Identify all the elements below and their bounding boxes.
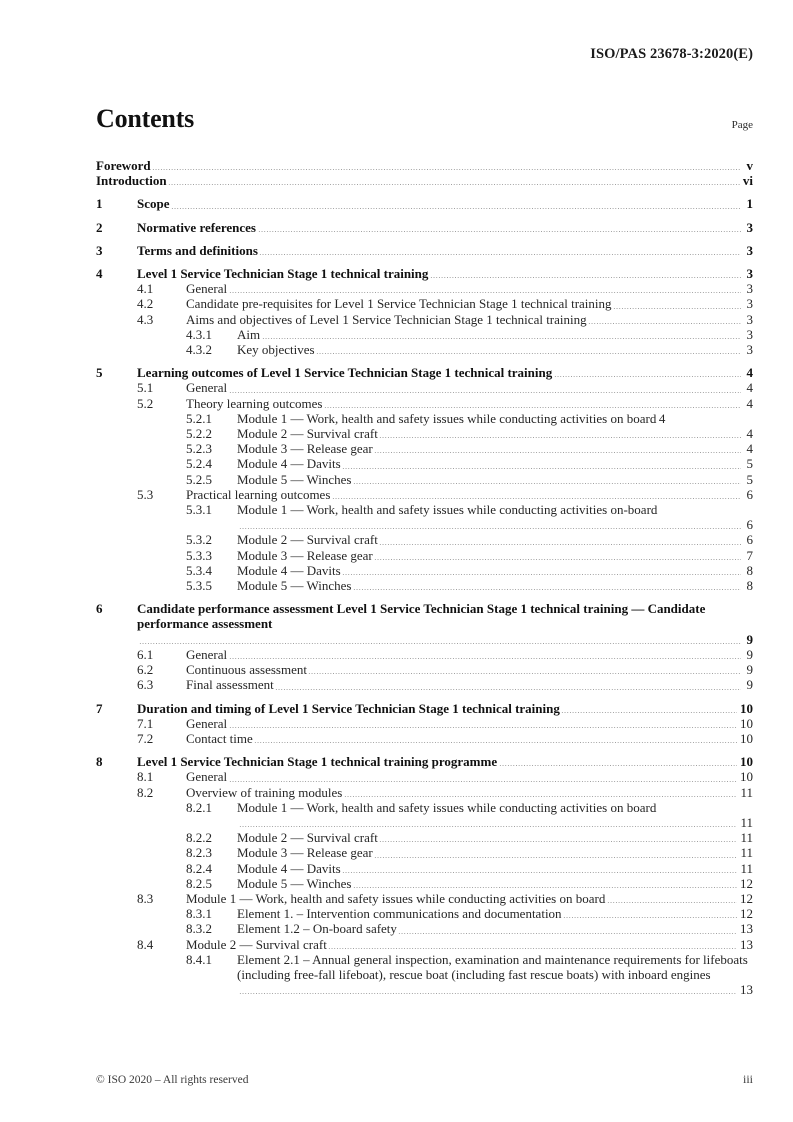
toc-entry-title-cell [96,158,753,173]
toc-entry-title-cell [186,731,753,746]
toc-entry-title-cell [237,800,753,830]
toc-entry-title-cell [137,220,753,235]
toc-entry-number: 8.2.3 [186,845,212,861]
toc-entry-page-number: 8 [746,562,753,578]
toc-entry[interactable] [96,173,753,188]
toc-leader-dots [316,353,741,354]
toc-entry-number: 8.3.1 [186,906,212,922]
toc-entry-title: Normative references [137,219,256,235]
toc-entry-number: 5.3.2 [186,532,212,548]
toc-entry-page-number: 5 [746,471,753,487]
toc-entry-page-number: 6 [746,486,753,502]
toc-entry-page-number: 10 [740,730,753,746]
toc-leader-dots [239,826,738,827]
toc-entry-title-cell [237,548,753,563]
toc-entry-title-cell [186,281,753,296]
toc-entry-number: 5.2.1 [186,410,212,426]
toc-leader-dots [168,184,740,185]
toc-entry[interactable] [96,243,753,258]
toc-entry-page-number: 11 [740,860,753,876]
toc-entry-page-number: 12 [740,875,753,891]
toc-entry-title-cell [186,647,753,662]
toc-entry[interactable] [96,861,753,876]
copyright-notice: © ISO 2020 – All rights reserved [96,1074,249,1086]
document-reference-header: ISO/PAS 23678-3:2020(E) [590,46,753,62]
toc-entry-number: 8.3.2 [186,921,212,937]
toc-entry-title-cell [186,677,753,692]
toc-entry-page-number: 4 [658,410,666,426]
toc-entry-number: 8.4.1 [186,951,212,967]
toc-entry-title: Module 2 — Survival craft [237,532,378,548]
toc-entry-page-number: 6 [746,532,753,548]
toc-entry-page-number: 9 [746,646,753,662]
toc-entry-title-cell [237,441,753,456]
toc-leader-dots [344,796,738,797]
toc-entry[interactable] [96,845,753,860]
toc-entry-title-cell [186,296,753,311]
toc-entry-page-number: 11 [740,784,753,800]
toc-entry-title: Learning outcomes of Level 1 Service Technician Stage 1 technical training [137,365,553,381]
toc-entry-number: 7 [96,700,103,716]
toc-entry-page-number: 12 [740,906,753,922]
toc-entry[interactable] [96,411,753,426]
toc-entry-page-number: 13 [740,921,753,937]
toc-entry-title: Module 3 — Release gear [237,845,373,861]
toc-entry-number: 5.3.3 [186,547,212,563]
toc-entry-number: 5.3 [137,486,154,502]
toc-entry-title: Module 1 — Work, health and safety issues while conducting activities on-board [237,502,658,518]
toc-entry-title-cell [237,906,753,921]
toc-leader-dots [324,407,741,408]
toc-entry-page-number: 3 [746,296,753,312]
toc-entry-title-cell [137,701,753,716]
toc-entry-number: 3 [96,242,103,258]
toc-leader-dots [353,887,737,888]
toc-leader-dots [554,376,741,377]
toc-entry-title: General [186,281,228,297]
toc-leader-dots [398,933,737,934]
toc-entry-title: Introduction [96,173,167,189]
toc-leader-dots [254,742,737,743]
page-column-label: Page [731,119,753,131]
toc-entry-title-cell [186,769,753,784]
toc-entry-number: 4.2 [137,296,154,312]
toc-entry[interactable] [96,952,753,998]
toc-entry-number: 5.2.4 [186,456,212,472]
toc-entry-page-number: 3 [746,342,753,358]
toc-entry-title-cell [237,456,753,471]
toc-entry[interactable] [96,921,753,936]
toc-entry-number: 6.1 [137,646,154,662]
page-title: Contents [96,104,195,133]
toc-entry[interactable] [96,220,753,235]
toc-entry-title: Module 2 — Survival craft [186,936,327,952]
toc-entry[interactable] [96,891,753,906]
toc-entry-number: 2 [96,219,103,235]
toc-entry[interactable] [96,937,753,952]
toc-entry[interactable] [96,327,753,342]
toc-entry-title: Final assessment [186,677,274,693]
footer-page-number: iii [742,1072,753,1086]
toc-entry-number: 8.2.2 [186,830,212,846]
toc-entry-title-cell [237,830,753,845]
toc-leader-dots [430,277,741,278]
toc-entry-title: Level 1 Service Technician Stage 1 technical training programme [137,754,498,770]
toc-entry-title: Element 1.2 – On-board safety [237,921,397,937]
toc-entry-title: Aims and objectives of Level 1 Service Technician Stage 1 technical training [186,311,587,327]
toc-leader-dots [499,765,737,766]
toc-entry-title-cell [137,266,753,281]
toc-entry-page-number: 3 [746,266,753,282]
toc-entry[interactable] [96,312,753,327]
toc-leader-dots [275,689,741,690]
toc-entry-number: 8.2.4 [186,860,212,876]
toc-entry-title: General [186,715,228,731]
toc-entry-title: Module 1 — Work, health and safety issues while conducting activities on board [186,890,606,906]
toc-entry[interactable] [96,502,753,532]
toc-leader-dots [239,993,738,994]
toc-entry[interactable] [96,532,753,547]
toc-entry-page-number: 13 [740,982,753,998]
toc-leader-dots [379,544,741,545]
toc-entry-page-number: 3 [746,242,753,258]
toc-entry-title: Module 5 — Winches [237,875,352,891]
toc-entry-title-cell [137,601,753,647]
toc-entry-title: Aim [237,326,261,342]
toc-leader-dots [353,589,741,590]
toc-entry-page-number: 7 [746,547,753,563]
toc-entry[interactable] [96,578,753,593]
toc-entry-number: 1 [96,196,103,212]
toc-entry-title-cell [237,876,753,891]
toc-entry-page-number: 3 [746,326,753,342]
toc-entry[interactable] [96,296,753,311]
toc-entry-title-cell [186,396,753,411]
toc-entry-title: Module 5 — Winches [237,578,352,594]
toc-entry-number: 8.2 [137,784,154,800]
toc-entry-number: 8.2.1 [186,799,212,815]
toc-entry[interactable] [96,830,753,845]
toc-entry-number: 4.1 [137,281,154,297]
toc-entry-title-cell [137,754,753,769]
toc-entry-title: Module 4 — Davits [237,562,341,578]
toc-entry-page-number: 9 [746,631,753,647]
toc-entry-page-number: v [746,158,753,173]
toc-leader-dots [613,308,741,309]
toc-entry-title: Theory learning outcomes [186,395,323,411]
toc-entry-title-cell [186,937,753,952]
toc-entry-number: 8 [96,754,103,770]
toc-leader-dots [342,574,741,575]
toc-leader-dots [561,712,737,713]
toc-leader-dots [308,673,741,674]
toc-entry-title-cell [237,578,753,593]
toc-entry[interactable] [96,158,753,173]
toc-entry[interactable] [96,426,753,441]
toc-entry-number: 6.2 [137,662,154,678]
toc-entry[interactable] [96,731,753,746]
toc-entry-number: 5 [96,365,103,381]
toc-entry-page-number: 11 [740,814,753,830]
toc-entry[interactable] [96,677,753,692]
toc-leader-dots [229,392,741,393]
toc-entry-page-number: 8 [746,578,753,594]
toc-entry-page-number: 3 [746,219,753,235]
toc-entry-title-cell [186,380,753,395]
toc-entry-title: Module 2 — Survival craft [237,830,378,846]
toc-entry-number: 4 [96,266,103,282]
toc-entry[interactable] [96,647,753,662]
toc-entry-page-number: 3 [746,311,753,327]
toc-entry-page-number: 6 [746,517,753,533]
toc-leader-dots [152,169,741,170]
toc-entry-title-cell [237,845,753,860]
toc-entry[interactable] [96,906,753,921]
toc-entry-page-number: 4 [746,426,753,442]
toc-leader-dots [239,528,742,529]
toc-leader-dots [139,643,742,644]
toc-entry-title: Level 1 Service Technician Stage 1 technical training [137,266,429,282]
toc-entry[interactable] [96,662,753,677]
toc-entry-title-cell [237,921,753,936]
toc-entry-number: 5.2.5 [186,471,212,487]
toc-entry-title: Candidate performance assessment Level 1 Service Technician Stage 1 technical training — Candidate performance assessment [137,601,706,632]
toc-entry-title: Module 4 — Davits [237,860,341,876]
toc-entry-title-cell [237,502,753,532]
toc-entry-title-cell [237,411,753,426]
toc-entry-page-number: 10 [740,769,753,785]
toc-entry[interactable] [96,472,753,487]
toc-entry-title-cell [237,327,753,342]
toc-entry[interactable] [96,441,753,456]
toc-leader-dots [229,292,741,293]
toc-entry-number: 7.2 [137,730,154,746]
toc-entry-page-number: 9 [746,677,753,693]
toc-entry-number: 6.3 [137,677,154,693]
toc-entry-page-number: vi [742,173,753,189]
toc-entry[interactable] [96,800,753,830]
toc-entry-title-cell [237,342,753,357]
toc-leader-dots [588,323,741,324]
toc-entry-number: 8.3 [137,890,154,906]
toc-entry-number: 8.1 [137,769,154,785]
toc-leader-dots [259,254,741,255]
toc-entry-number: 5.3.1 [186,502,212,518]
toc-entry[interactable] [96,785,753,800]
toc-entry-page-number: 10 [740,700,753,716]
toc-entry-number: 4.3.2 [186,342,212,358]
toc-entry-title-cell [186,487,753,502]
toc-entry-title: Module 1 — Work, health and safety issues while conducting activities on board [237,799,657,815]
toc-entry-title-cell [237,952,753,998]
toc-entry[interactable] [96,701,753,716]
toc-entry[interactable] [96,754,753,769]
toc-entry-page-number: 3 [746,281,753,297]
toc-entry-title: Element 2.1 – Annual general inspection, examination and maintenance requirements for lifeboats (including free-fall lifeboat), rescue boat (including fast rescue boats) with inboard engines [237,951,748,982]
toc-leader-dots [171,208,741,209]
toc-leader-dots [374,452,741,453]
toc-entry-number: 5.3.4 [186,562,212,578]
toc-entry-title: Foreword [96,158,151,173]
toc-entry-title-cell [186,716,753,731]
toc-leader-dots [328,948,737,949]
toc-entry-title: Module 3 — Release gear [237,441,373,457]
toc-entry-number: 5.2 [137,395,154,411]
toc-leader-dots [374,559,741,560]
toc-entry-title: Practical learning outcomes [186,486,331,502]
toc-entry[interactable] [96,396,753,411]
toc-entry[interactable] [96,365,753,380]
toc-entry-title: Module 3 — Release gear [237,547,373,563]
toc-entry-title: Module 5 — Winches [237,471,352,487]
toc-leader-dots [229,658,741,659]
toc-entry-title: Duration and timing of Level 1 Service Technician Stage 1 technical training [137,700,560,716]
toc-entry-page-number: 4 [746,365,753,381]
toc-leader-dots [229,727,737,728]
toc-entry-title-cell [186,891,753,906]
toc-entry-number: 5.2.3 [186,441,212,457]
toc-entry-title-cell [237,472,753,487]
toc-entry[interactable] [96,281,753,296]
toc-leader-dots [353,483,741,484]
toc-entry[interactable] [96,266,753,281]
toc-entry-title: Key objectives [237,342,315,358]
toc-entry-title: Module 2 — Survival craft [237,426,378,442]
toc-entry-title-cell [237,861,753,876]
document-footer [96,1072,753,1087]
toc-entry-page-number: 12 [740,890,753,906]
toc-entry-title: Contact time [186,730,253,746]
toc-entry-page-number: 4 [746,395,753,411]
toc-entry-page-number: 13 [740,936,753,952]
toc-entry-title: General [186,769,228,785]
toc-entry-title-cell [237,426,753,441]
toc-entry[interactable] [96,769,753,784]
toc-entry-number: 5.1 [137,380,154,396]
toc-leader-dots [262,338,741,339]
toc-leader-dots [379,841,737,842]
toc-entry-page-number: 5 [746,456,753,472]
toc-entry-page-number: 10 [740,754,753,770]
toc-entry[interactable] [96,196,753,211]
toc-leader-dots [229,781,737,782]
toc-leader-dots [342,468,741,469]
toc-entry-title-cell [186,785,753,800]
toc-entry-number: 6 [96,601,103,617]
toc-entry-title: General [186,646,228,662]
toc-entry[interactable] [96,380,753,395]
toc-entry[interactable] [96,548,753,563]
toc-entry-title-cell [237,563,753,578]
toc-leader-dots [342,872,737,873]
contents-title-row [96,104,753,138]
toc-entry-page-number: 4 [746,441,753,457]
toc-leader-dots [374,857,737,858]
toc-entry-number: 4.3 [137,311,154,327]
toc-entry-number: 8.4 [137,936,154,952]
toc-entry-page-number: 11 [740,830,753,846]
toc-entry-title: Scope [137,196,170,212]
toc-entry-title: Element 1. – Intervention communications and documentation [237,906,562,922]
toc-entry-title-cell [137,196,753,211]
toc-entry-title: General [186,380,228,396]
toc-entry-title-cell [237,532,753,547]
toc-entry-title: Continuous assessment [186,662,307,678]
toc-leader-dots [607,902,737,903]
toc-entry-title-cell [137,365,753,380]
toc-leader-dots [258,231,742,232]
toc-entry-title-cell [186,312,753,327]
toc-entry[interactable] [96,601,753,647]
table-of-contents [96,158,753,997]
toc-entry-number: 5.3.5 [186,578,212,594]
toc-entry-title: Module 1 — Work, health and safety issues while conducting activities on board [237,410,657,426]
toc-entry-title: Terms and definitions [137,242,258,258]
toc-entry-number: 7.1 [137,715,154,731]
toc-leader-dots [332,498,741,499]
toc-entry[interactable] [96,876,753,891]
toc-leader-dots [379,437,741,438]
toc-entry-title: Candidate pre-requisites for Level 1 Service Technician Stage 1 technical training [186,296,612,312]
toc-entry-page-number: 1 [746,196,753,212]
toc-entry-title-cell [186,662,753,677]
toc-entry-title: Overview of training modules [186,784,343,800]
toc-entry[interactable] [96,563,753,578]
toc-entry-number: 5.2.2 [186,426,212,442]
toc-entry-page-number: 9 [746,662,753,678]
toc-entry[interactable] [96,342,753,357]
toc-entry-page-number: 4 [746,380,753,396]
toc-entry[interactable] [96,716,753,731]
toc-entry-title-cell [137,243,753,258]
toc-entry[interactable] [96,487,753,502]
toc-entry-page-number: 11 [740,845,753,861]
toc-leader-dots [563,917,737,918]
toc-entry-number: 8.2.5 [186,875,212,891]
toc-entry-title-cell [96,173,753,188]
toc-entry[interactable] [96,456,753,471]
toc-entry-page-number: 10 [740,715,753,731]
toc-entry-number: 4.3.1 [186,326,212,342]
toc-entry-title: Module 4 — Davits [237,456,341,472]
